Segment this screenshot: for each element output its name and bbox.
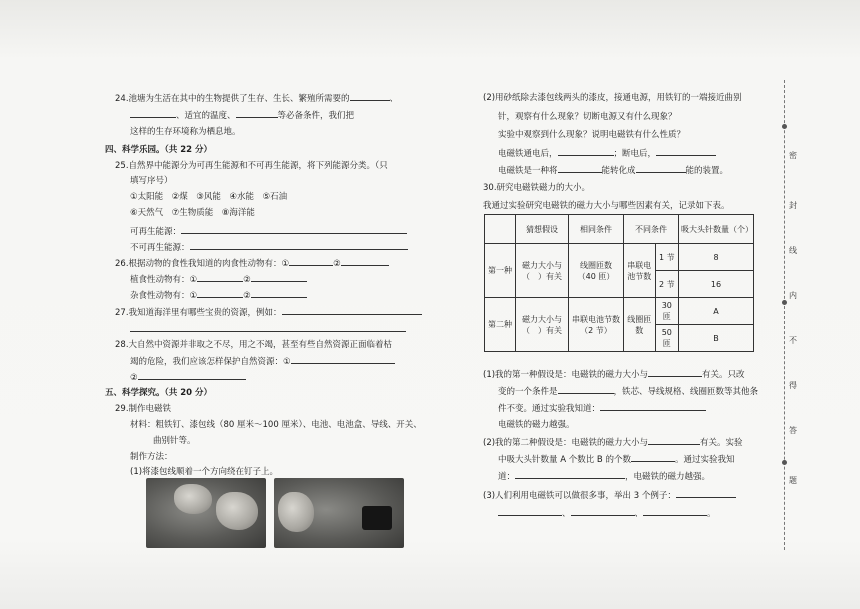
a2-text-4: 。通过实验我知: [674, 455, 735, 465]
q29-on-blank[interactable]: [558, 146, 614, 156]
q29-2-line2: 针，观察有什么现象？切断电源又有什么现象？: [498, 112, 677, 122]
q26-line1: [115, 256, 389, 269]
a1-blank-3[interactable]: [600, 401, 706, 411]
a1-text-3: 变的一个条件是: [498, 387, 558, 397]
q26-carnivore-blank-1[interactable]: [289, 256, 333, 266]
q29-title: 29.制作电磁铁: [115, 404, 172, 414]
a3-text: (3)人们利用电磁铁可以做很多事，举出 3 个例子：: [483, 491, 676, 501]
row2-sub-2: 50 匝: [655, 325, 678, 352]
q26-omnivore-num-2: ②: [243, 291, 251, 301]
a3-blank-4[interactable]: [643, 506, 707, 516]
seal-char: 内: [789, 291, 797, 300]
q24-blank-2[interactable]: [130, 108, 176, 118]
q29-2-line4: [498, 146, 716, 159]
seal-char: 线: [789, 246, 797, 255]
a3-line2: [498, 506, 716, 519]
q29-2-line5: [498, 163, 728, 176]
q24-line2: [130, 108, 354, 121]
a1-blank-1[interactable]: [648, 367, 702, 377]
a3-sep-1: 、: [562, 509, 571, 519]
q25-renewable: [130, 224, 407, 237]
q27-blank-2[interactable]: [130, 322, 406, 332]
seal-char: 不: [789, 336, 797, 345]
q27-text: 27.我知道海洋里有哪些宝贵的资源，例如：: [115, 308, 282, 318]
row2-sub-1: 30 匝: [655, 298, 678, 325]
col-hypothesis: 猜想假设: [516, 215, 569, 244]
row-label-1: 第一种: [485, 244, 516, 298]
a2-line2: [498, 452, 734, 465]
q25-nonrenewable: [130, 240, 408, 253]
row1-sub-1: 1 节: [655, 244, 678, 271]
a1-line4: 电磁铁的磁力越强。: [498, 420, 575, 430]
a2-text-2: 有关。实验: [700, 438, 743, 448]
q26-omnivore-blank-2[interactable]: [251, 288, 307, 298]
a2-blank-3[interactable]: [515, 469, 625, 479]
q28-blank-1[interactable]: [291, 354, 395, 364]
row1-hypothesis[interactable]: 磁力大小与（ ）有关: [516, 244, 569, 298]
a3-blank-2[interactable]: [498, 506, 562, 516]
q25-renewable-blank[interactable]: [181, 224, 407, 234]
q26-carnivore-num-2: ②: [333, 259, 341, 269]
section-5-heading: 五、科学探究。（共 20 分）: [105, 388, 212, 398]
q24-line1: [115, 91, 398, 104]
a2-text-3: 中吸大头针数量 A 个数比 B 的个数: [498, 455, 631, 465]
row2-hypothesis[interactable]: 磁力大小与（ ）有关: [516, 298, 569, 352]
seal-char: 得: [789, 381, 797, 390]
row1-diff: 串联电池节数: [624, 244, 656, 298]
a2-blank-2[interactable]: [631, 452, 675, 462]
q27-line2: [130, 322, 406, 335]
a2-blank-1[interactable]: [648, 435, 700, 445]
a3-line1: [483, 488, 736, 501]
q25-line2: 填写序号）: [130, 176, 173, 186]
experiment-table: [484, 214, 754, 352]
q24-line3: 这样的生存环境称为栖息地。: [130, 127, 241, 137]
q27-line1: [115, 305, 422, 318]
a3-blank-1[interactable]: [676, 488, 736, 498]
photo-sanding-wire: [274, 478, 404, 548]
a1-blank-2[interactable]: [558, 384, 614, 394]
q27-blank-1[interactable]: [282, 305, 422, 315]
q26-line2: [130, 272, 307, 285]
seal-line: [784, 80, 805, 550]
q26-carnivore-blank-2[interactable]: [341, 256, 389, 266]
q26-omnivore-label: 杂食性动物有：①: [130, 291, 198, 301]
q25-line1: 25.自然界中能源分为可再生能源和不可再生能源，将下列能源分类。（只: [115, 161, 388, 171]
q29-materials-2: 曲别针等。: [153, 436, 196, 446]
q28-num-2: ②: [130, 373, 138, 383]
q26-carnivore-label: 26.根据动物的食性我知道的肉食性动物有：①: [115, 259, 290, 269]
q28-line3: [130, 370, 246, 383]
q26-herbivore-label: 植食性动物有：①: [130, 275, 198, 285]
q29-method-label: 制作方法：: [130, 452, 173, 462]
q30-intro: 我通过实验研究电磁铁的磁力大小与哪些因素有关，记录如下表。: [483, 201, 730, 211]
col-pin-count: 吸大头针数量（个）: [679, 215, 754, 244]
row2-value-1: A: [679, 298, 754, 325]
seal-char: 密: [789, 151, 797, 160]
q28-text: 竭的危险，我们应该怎样保护自然资源：①: [130, 357, 291, 367]
q24-sep: 、: [389, 94, 399, 104]
a2-line3: [498, 469, 710, 482]
q26-line3: [130, 288, 307, 301]
a1-text-5: 件不变。通过实验我知道：: [498, 404, 601, 414]
col-same-conditions: 相同条件: [569, 215, 624, 244]
a1-text: (1)我的第一种假设是：电磁铁的磁力大小与: [483, 370, 649, 380]
a3-end: 。: [707, 509, 716, 519]
q25-nonrenewable-label: 不可再生能源：: [130, 243, 190, 253]
a1-text-4: ，铁芯、导线规格、线圈匝数等其他条: [613, 387, 759, 397]
q28-blank-2[interactable]: [138, 370, 246, 380]
q24-text: 24.池塘为生活在其中的生物提供了生存、生长、繁殖所需要的: [115, 94, 350, 104]
q25-options-2: ⑥天然气 ⑦生物质能 ⑧海洋能: [130, 208, 255, 218]
q24-text-2: 、适宜的温度、: [176, 111, 236, 121]
col-different-conditions: 不同条件: [624, 215, 679, 244]
q24-text-3: 等必备条件，我们把: [277, 111, 355, 121]
q26-herbivore-blank-2[interactable]: [251, 272, 307, 282]
q29-energy-label-3: 能的装置。: [685, 166, 729, 176]
q24-blank-3[interactable]: [236, 108, 278, 118]
q29-energy-blank-2[interactable]: [636, 163, 686, 173]
q30-title: 30.研究电磁铁磁力的大小。: [483, 183, 591, 193]
a2-text: (2)我的第二种假设是：电磁铁的磁力大小与: [483, 438, 649, 448]
photo-winding-wire: [146, 478, 266, 548]
q29-2-line3: 实验中观察到什么现象？说明电磁铁有什么性质？: [498, 130, 686, 140]
q29-energy-blank-1[interactable]: [558, 163, 602, 173]
row1-value-1: 8: [679, 244, 754, 271]
section-4-heading: 四、科学乐园。（共 22 分）: [105, 145, 212, 155]
q29-step-1: (1)将漆包线顺着一个方向绕在钉子上。: [130, 467, 279, 477]
a3-blank-3[interactable]: [571, 506, 635, 516]
q29-off-label: ；断电后，: [613, 149, 657, 159]
q29-on-label: 电磁铁通电后，: [498, 149, 558, 159]
q26-omnivore-blank-1[interactable]: [197, 288, 243, 298]
row1-same: 线圈匝数（40 匝）: [569, 244, 624, 298]
q25-renewable-label: 可再生能源：: [130, 227, 182, 237]
q29-off-blank[interactable]: [656, 146, 716, 156]
q29-energy-label-2: 能转化成: [601, 166, 636, 176]
a1-text-2: 有关。只改: [702, 370, 745, 380]
row1-value-2: 16: [679, 271, 754, 298]
q29-materials-1: 材料：粗铁钉、漆包线（80 厘米～100 厘米）、电池、电池盒、导线、开关、: [130, 420, 422, 430]
a1-line2: [498, 384, 758, 397]
a2-text-6: ，电磁铁的磁力越强。: [625, 472, 711, 482]
q29-energy-label: 电磁铁是一种将: [498, 166, 558, 176]
seal-char: 封: [789, 201, 797, 210]
table-header-row: [485, 215, 754, 244]
row1-sub-2: 2 节: [655, 271, 678, 298]
q28-line2: [130, 354, 395, 367]
row-label-2: 第二种: [485, 298, 516, 352]
a1-line1: [483, 367, 745, 380]
q28-line1: 28.大自然中资源并非取之不尽，用之不竭，甚至有些自然资源正面临着枯: [115, 340, 393, 350]
q26-herbivore-blank-1[interactable]: [197, 272, 243, 282]
q26-herbivore-num-2: ②: [243, 275, 251, 285]
row2-same: 串联电池节数（2 节）: [569, 298, 624, 352]
a2-line1: [483, 435, 743, 448]
q24-blank-1[interactable]: [350, 91, 390, 101]
q29-2-line1: (2)用砂纸除去漆包线两头的漆皮，接通电源，用铁钉的一端接近曲别: [483, 93, 742, 103]
seal-char: 答: [789, 426, 797, 435]
table-row: [485, 298, 754, 325]
seal-char: 题: [789, 476, 797, 485]
table-row: [485, 244, 754, 271]
q25-nonrenewable-blank[interactable]: [190, 240, 408, 250]
a3-sep-2: 、: [634, 509, 644, 519]
row2-value-2: B: [679, 325, 754, 352]
a1-line3: [498, 401, 706, 414]
a2-text-5: 道：: [498, 472, 516, 482]
q25-options-1: ①太阳能 ②煤 ③风能 ④水能 ⑤石油: [130, 192, 288, 202]
row2-diff: 线圈匝数: [624, 298, 656, 352]
